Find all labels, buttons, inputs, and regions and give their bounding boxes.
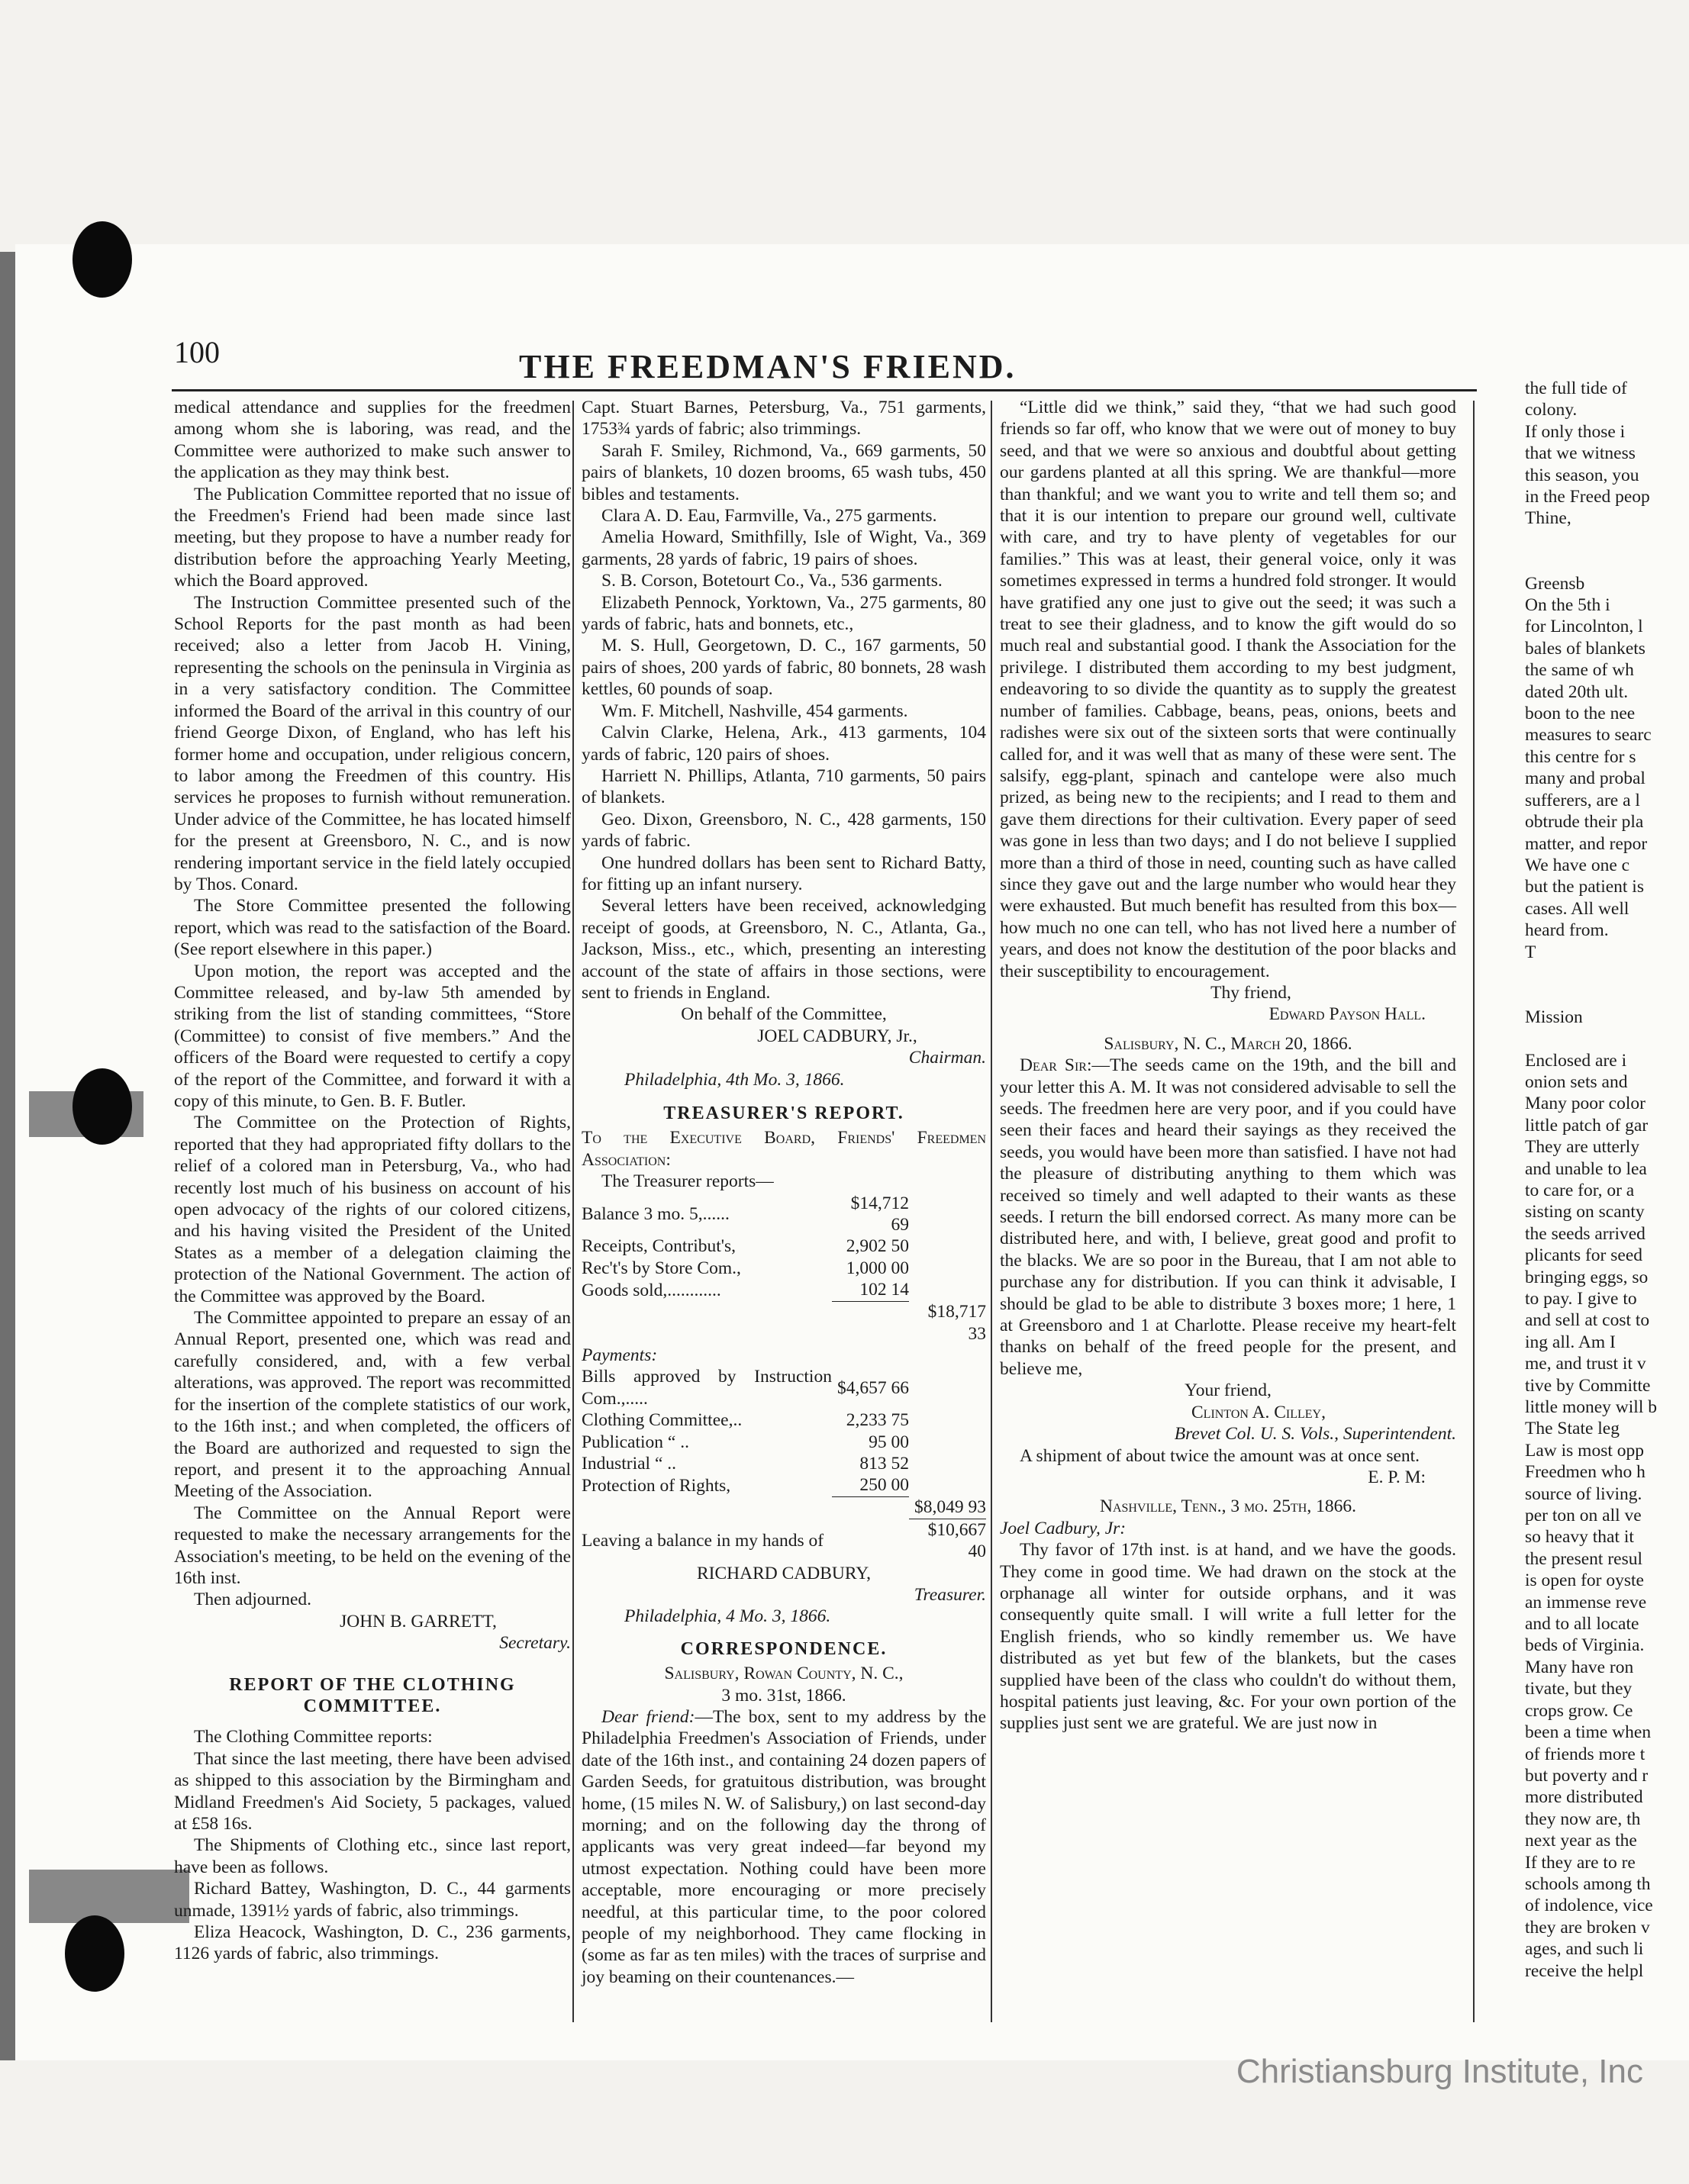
salutation: Joel Cadbury, Jr: [1000, 1518, 1127, 1538]
paragraph: “Little did we think,” said they, “that we had such good friends so far off, who know that we were out of money to buy seed, and that we were so anxious and doubtful about getting our gardens planted at all this spring. We are thankful—more than thankful; and we want you to write and tell them so; and that it is our intention to prepare our ground well, cultivate with care, and try to have plenty of vegetables for our families.” This was at least, their general voice, only it was sometimes expressed in terms a hundred fold stronger. It would have gratified any one just to give out the seed; it was such a treat to see their gladness, and to know the gift would do so much real and substantial good. I thank the Association for the privilege. I distributed them according to my best judgment, endeavoring to so divide the quantity as to supply the greatest number of families. Cabbage, beans, peas, onions, beets and radishes were six out of the sixteen sorts that were continually called for, and it was well that as many of these were sent. The salsify, egg-plant, spinach and cantelope were also much prized, as being new to the recipients; and I read to them and gave them directions for their cultivation. Every paper of seed was gone in less than two days; and I do not believe I supplied more than a third of those in need, counting such as have called since they gave out and the large number who would hear they were exhausted. But much benefit has resulted from this box—how much no one can tell, who has not lived here a number of years, and does not know the destitution of the poor blacks and their susceptibility to encouragement. [1000, 398, 1456, 981]
punch-hole-top [73, 221, 132, 298]
column-4-line: beds of Virginia. [1525, 1635, 1645, 1656]
paragraph: The Shipments of Clothing etc., since last report, have been as follows. [174, 1835, 571, 1877]
receipt-amount: 102 14 [832, 1279, 909, 1301]
column-4-line: this season, you [1525, 465, 1639, 485]
column-4-line: they are broken v [1525, 1917, 1650, 1938]
paragraph: Eliza Heacock, Washington, D. C., 236 garments, 1126 yards of fabric, also trimmings. [174, 1922, 571, 1964]
table-row [582, 1453, 986, 1474]
payment-label: Protection of Rights, [582, 1475, 731, 1496]
column-4-line: ing all. Am I [1525, 1332, 1616, 1352]
shipment-entry: Calvin Clarke, Helena, Ark., 413 garments, 104 yards of fabric, 120 pairs of shoes. [582, 723, 986, 765]
dateline: Philadelphia, 4th Mo. 3, 1866. [624, 1069, 845, 1090]
receipt-amount: $14,712 69 [850, 1193, 909, 1235]
shipment-entry: M. S. Hull, Georgetown, D. C., 167 garments, 50 pairs of shoes, 200 yards of fabric, 80 bonnets, 28 wash kettles, 60 pounds of soap. [582, 636, 986, 700]
signature-title: Chairman. [908, 1048, 986, 1068]
column-4-line: bringing eggs, so [1525, 1267, 1649, 1287]
table-row [582, 1496, 986, 1519]
column-4-line: they now are, th [1525, 1809, 1641, 1829]
letter-place: Salisbury, Rowan County, N. C., [664, 1664, 904, 1684]
column-4-line: of friends more t [1525, 1744, 1645, 1764]
column-rule-2 [991, 401, 992, 2022]
column-4-line: dated 20th ult. [1525, 681, 1629, 702]
column-4-line: of indolence, vice [1525, 1896, 1653, 1916]
table-row [582, 1235, 986, 1257]
letter-place: Nashville, Tenn., 3 mo. 25th, 1866. [1100, 1496, 1356, 1517]
letter-date: 3 mo. 31st, 1866. [721, 1685, 846, 1706]
column-4-line: bales of blankets [1525, 638, 1645, 659]
column-4-line: crops grow. Ce [1525, 1700, 1633, 1721]
paragraph: The Committee on the Annual Report were requested to make the necessary arrangements for the Association's meeting, to be held on the evening of the 16th inst. [174, 1503, 571, 1588]
column-4-line: If they are to re [1525, 1852, 1636, 1873]
shipment-entry: Clara A. D. Eau, Farmville, Va., 275 garments. [601, 506, 937, 527]
payment-amount: 2,233 75 [846, 1410, 909, 1431]
balance-amount: $10,667 40 [927, 1519, 986, 1562]
dateline: Philadelphia, 4 Mo. 3, 1866. [624, 1606, 831, 1627]
column-4-line [1525, 1028, 1689, 1049]
paragraph: Upon motion, the report was accepted and the Committee released, and by-law 5th amended by striking from the list of standing committees, “Store (Committee) to consist of five members.” And the officers of the Board were requested to certify a copy of the report of the Committee, and forward it with a copy of this minute, to Gen. B. F. Butler. [174, 961, 571, 1111]
letter-text: —The seeds came on the 19th, and the bill and your letter this A. M. It was not considered advisable to sell the seeds. The freedmen here are very poor, and if you could have seen their faces and heard their sayings as they received the seeds, you would have been more than satisfied. I have not had the pleasure of distributing anything to them which was received so timely and well adapted to their wants as these seeds. I return the bill endorsed correct. As many more can be distributed here, and with, I believe, great good and profit to the blacks. We are so poor in the Bureau, that I am not able to purchase any for distribution. If you can think it advisable, I should be glad to be able to distribute 3 boxes more; 1 here, 1 at Greensboro and 1 at Charlotte. Please receive my heart-felt thanks on behalf of the freed people for the present, and believe me, [1000, 1055, 1456, 1379]
letter-place: Salisbury, N. C., March 20, 1866. [1104, 1033, 1352, 1054]
page-number: 100 [174, 335, 220, 369]
salutation: Dear Sir: [1020, 1055, 1092, 1076]
letter-text: —The box, sent to my address by the Philadelphia Freedmen's Association of Friends, under date of the 16th inst., and containing 24 dozen papers of Garden Seeds, for gratuitous distribution, was brought home, (15 miles N. W. of Salisbury,) on last second-day morning; and on the following day the throng of applicants was very great indeed—far beyond my utmost expectation. Nothing could have been more acceptable, more encouraging or more precisely needful, at this particular time, to the poor colored people of my neighborhood. They came flocking in (some as far as ten miles) with the traces of surprise and joy beaming on their countenances.— [582, 1706, 986, 1987]
column-4-line: schools among th [1525, 1873, 1651, 1894]
paragraph: A shipment of about twice the amount was at once sent. [1020, 1445, 1420, 1466]
shipment-entry: Wm. F. Mitchell, Nashville, 454 garments. [601, 701, 908, 721]
signature-title: Brevet Col. U. S. Vols., Superintendent. [1174, 1424, 1456, 1445]
column-4-line: little patch of gar [1525, 1115, 1649, 1135]
column-rule-1 [572, 401, 574, 2022]
paragraph: The Committee appointed to prepare an essay of an Annual Report, presented one, which was read and carefully considered, and, with a few verbal alterations, was approved. The report was recommitted for the insertion of the complete statistics of our work, to the 16th inst.; and when completed, the officers of the Board are authorized and requested to sign the report, and present it to the approaching Annual Meeting of the Association. [174, 1308, 571, 1502]
letter-body [1000, 1055, 1456, 1380]
signature-title: Secretary. [499, 1633, 571, 1654]
clothing-heading: REPORT OF THE CLOTHING COMMITTEE. [229, 1674, 516, 1716]
column-4-line: Thine, [1525, 508, 1571, 529]
watermark: Christiansburg Institute, Inc [1236, 2053, 1643, 2090]
table-row [582, 1301, 986, 1345]
column-4-partial [1525, 378, 1689, 1982]
receipt-label: Goods sold,............ [582, 1280, 721, 1300]
column-4-line: to pay. I give to [1525, 1288, 1637, 1309]
paragraph: The Committee on the Protection of Rights, reported that they had appropriated fifty dollars to the relief of a colored man in Petersburg, Va., who had recently lost much of his business on account of his open advocacy of the rights of our colored citizens, and his having visited the President of the United States as a member of a delegation claiming the protection of the National Government. The action of the Committee was approved by the Board. [174, 1113, 571, 1306]
column-4-line [1525, 963, 1689, 984]
shipment-entry: Capt. Stuart Barnes, Petersburg, Va., 751 garments, 1753¾ yards of fabric; also trimmings. [582, 398, 986, 440]
column-4-line: obtrude their pla [1525, 812, 1644, 833]
column-4-line: the present resul [1525, 1548, 1643, 1569]
paragraph: The Store Committee presented the following report, which was read to the satisfaction of the Board. (See report elsewhere in this paper.) [174, 896, 571, 960]
column-1 [174, 397, 571, 1965]
receipt-amount: 1,000 00 [846, 1258, 909, 1278]
punch-hole-middle [73, 1068, 132, 1145]
column-4-line: the full tide of [1525, 378, 1627, 398]
signature-close: Thy friend, [1210, 982, 1291, 1003]
signature-name: Clinton A. Cilley, [1191, 1402, 1326, 1422]
column-4-line: We have one c [1525, 855, 1630, 875]
column-4-line: On the 5th i [1525, 595, 1610, 616]
column-4-line: onion sets and [1525, 1071, 1628, 1092]
column-4-line: heard from. [1525, 920, 1609, 941]
table-row [582, 1279, 986, 1301]
letter-body: Thy favor of 17th inst. is at hand, and we have the goods. They come in good time. We had drawn on the stock at the orphanage all winter for outside orphans, and it was consequently quite small. I will write a full letter for the English friends, who so kindly remember us. We have distributed as yet but few of the blankets, but the cases supplied have been of the class who couldn't do without them, hospital patients just leaving, &c. For your own portion of the supplies just sent we are grateful. We are just now in [1000, 1540, 1456, 1734]
column-4-line: to care for, or a [1525, 1180, 1635, 1200]
payment-label: Bills approved by Instruction Com.,..... [582, 1367, 832, 1409]
column-4-line: and sell at cost to [1525, 1310, 1650, 1331]
column-4-line: but the patient is [1525, 877, 1644, 897]
payment-label: Clothing Committee,.. [582, 1410, 743, 1431]
column-4-line: T [1525, 942, 1536, 962]
column-4-line: If only those i [1525, 421, 1626, 442]
table-row [582, 1519, 986, 1562]
receipt-label: Receipts, Contribut's, [582, 1236, 737, 1257]
signature-name: JOEL CADBURY, Jr., [757, 1026, 917, 1046]
payment-amount: 95 00 [869, 1432, 909, 1452]
paragraph: Several letters have been received, acknowledging receipt of goods, at Greensboro, N. C., Atlanta, Ga., Jackson, Miss., etc., which, presenting an interesting account of the state of affairs in those sections, were sent to friends in England. [582, 896, 986, 1003]
column-4-line: an immense reve [1525, 1592, 1647, 1612]
column-4-line: cases. All well [1525, 898, 1629, 919]
payments-label: Payments: [582, 1345, 658, 1365]
shipment-entry: Geo. Dixon, Greensboro, N. C., 428 garments, 150 yards of fabric. [582, 809, 986, 852]
column-4-line: colony. [1525, 400, 1578, 420]
column-4-line: the seeds arrived [1525, 1223, 1645, 1244]
column-4-line: so heavy that it [1525, 1527, 1634, 1548]
letter-body [582, 1706, 986, 1988]
column-4-line: Mission [1525, 1007, 1583, 1027]
payment-amount: $4,657 66 [836, 1377, 909, 1398]
paragraph: On behalf of the Committee, [681, 1004, 887, 1025]
payment-amount: 813 52 [859, 1454, 909, 1474]
column-4-line: The State leg [1525, 1419, 1620, 1439]
column-4-line: per ton on all ve [1525, 1506, 1642, 1526]
column-4-line: for Lincolnton, l [1525, 617, 1643, 637]
column-4-line: They are utterly [1525, 1137, 1640, 1158]
table-row [582, 1193, 986, 1236]
column-4-line [1525, 530, 1689, 551]
table-row [582, 1345, 986, 1366]
paragraph: Then adjourned. [194, 1590, 312, 1610]
column-4-line: more distributed [1525, 1787, 1643, 1808]
paragraph: The Clothing Committee reports: [194, 1727, 433, 1748]
column-4-line: ages, and such li [1525, 1939, 1644, 1960]
paragraph: That since the last meeting, there have been advised as shipped to this association by the Birmingham and Midland Freedmen's Aid Society, 5 packages, valued at £58 16s. [174, 1748, 571, 1834]
signature-name: JOHN B. GARRETT, [340, 1611, 497, 1632]
shipment-entry: Amelia Howard, Smithfilly, Isle of Wight, Va., 369 garments, 28 yards of fabric, 19 pairs of shoes. [582, 527, 986, 569]
column-4-line: tivate, but they [1525, 1679, 1633, 1699]
column-4-line: Enclosed are i [1525, 1050, 1627, 1071]
shipment-entry: Elizabeth Pennock, Yorktown, Va., 275 garments, 80 yards of fabric, hats and bonnets, etc., [582, 592, 986, 635]
torn-edge-lower [29, 1870, 189, 1923]
column-4-line: been a time when [1525, 1722, 1652, 1743]
paragraph: One hundred dollars has been sent to Richard Batty, for fitting up an infant nursery. [582, 852, 986, 894]
column-4-line [1525, 551, 1689, 572]
signature-close: Your friend, [1185, 1380, 1272, 1401]
column-4-line: Greensb [1525, 573, 1585, 594]
signature-name: RICHARD CADBURY, [696, 1563, 872, 1583]
paragraph: The Publication Committee reported that no issue of the Freedmen's Friend had been made since last meeting, but they propose to have a number ready for distribution before the approaching Yearly Meeting, which the Board approved. [174, 484, 571, 591]
masthead-title: THE FREEDMAN'S FRIEND. [519, 348, 1017, 385]
column-4-line: plicants for seed [1525, 1245, 1643, 1266]
payment-label: Publication “ .. [582, 1432, 689, 1452]
receipts-total: $18,717 33 [927, 1302, 986, 1344]
payment-label: Industrial “ .. [582, 1454, 676, 1474]
column-4-line: in the Freed peop [1525, 487, 1650, 507]
shipment-entry: S. B. Corson, Botetourt Co., Va., 536 garments. [601, 571, 943, 591]
column-4-line: Many have ron [1525, 1657, 1634, 1677]
column-4-line: but poverty and r [1525, 1765, 1649, 1786]
shipment-entry: Sarah F. Smiley, Richmond, Va., 669 garments, 50 pairs of blankets, 10 dozen brooms, 65 wash tubs, 450 bibles and testaments. [582, 440, 986, 504]
treasurer-address: To the Executive Board, Friends' Freedmen Association: [582, 1128, 986, 1170]
column-4-line: many and probal [1525, 768, 1645, 789]
treasurer-intro: The Treasurer reports— [601, 1171, 774, 1192]
salutation: Dear friend: [601, 1706, 695, 1727]
column-4-line: source of living. [1525, 1483, 1642, 1504]
table-row [582, 1258, 986, 1279]
column-4-line: this centre for s [1525, 746, 1636, 767]
column-rule-3 [1473, 401, 1475, 2022]
column-4-line: next year as the [1525, 1831, 1637, 1851]
column-4-line: Law is most opp [1525, 1440, 1645, 1461]
table-row [582, 1432, 986, 1453]
payment-amount: 250 00 [832, 1474, 909, 1496]
initials: E. P. M: [1368, 1467, 1426, 1487]
column-4-line: is open for oyste [1525, 1570, 1644, 1591]
receipt-label: Balance 3 mo. 5,...... [582, 1203, 730, 1224]
receipt-label: Rec't's by Store Com., [582, 1258, 741, 1278]
treasurer-heading: TREASURER'S REPORT. [663, 1103, 904, 1123]
column-4-line: and unable to lea [1525, 1158, 1647, 1179]
column-4-line: and to all locate [1525, 1614, 1639, 1635]
column-4-line: sisting on scanty [1525, 1202, 1645, 1222]
balance-label: Leaving a balance in my hands of [582, 1530, 824, 1551]
column-4-line: sufferers, are a l [1525, 790, 1640, 810]
column-4-line: that we witness [1525, 443, 1636, 464]
column-4-line: little money will b [1525, 1397, 1657, 1418]
column-4-line: measures to searc [1525, 725, 1652, 746]
header-rule [172, 389, 1477, 391]
table-row [582, 1474, 986, 1496]
column-2 [582, 397, 986, 1988]
signature-name: Edward Payson Hall. [1268, 1004, 1426, 1025]
column-4-line: tive by Committe [1525, 1375, 1651, 1396]
column-4-line: me, and trust it v [1525, 1354, 1646, 1374]
correspondence-heading: CORRESPONDENCE. [680, 1638, 888, 1659]
column-4-line: receive the helpl [1525, 1960, 1644, 1981]
paragraph: medical attendance and supplies for the freedmen among whom she is laboring, was read, and the Committee were authorized to make such answer to the application as they may think best. [174, 398, 571, 483]
paragraph: Richard Battey, Washington, D. C., 44 garments unmade, 1391½ yards of fabric, also trimmings. [174, 1879, 571, 1921]
paragraph: The Instruction Committee presented such of the School Reports for the past month as had been received; also a letter from Jacob H. Vining, representing the schools on the peninsula in Virginia as in a very satisfactory condition. The Committee informed the Board of the arrival in this country of our friend George Dixon, of England, who has left his former home and occupation, under religious concern, to labor among the Freedmen of this country. His services he proposes to furnish without remuneration. Under advice of the Committee, he has located himself for the present at Greensboro, N. C., and is now rendering important service in the field lately occupied by Thos. Conard. [174, 592, 571, 894]
column-4-line: matter, and repor [1525, 833, 1648, 854]
column-4-line: the same of wh [1525, 660, 1634, 681]
table-row [582, 1366, 986, 1409]
column-4-line: boon to the nee [1525, 704, 1636, 724]
payments-total: $8,049 93 [909, 1496, 986, 1519]
column-4-line: Many poor color [1525, 1094, 1645, 1114]
signature-title: Treasurer. [914, 1584, 986, 1605]
punch-hole-bottom [65, 1915, 124, 1992]
shipment-entry: Harriett N. Phillips, Atlanta, 710 garments, 50 pairs of blankets. [582, 765, 986, 808]
table-row [582, 1409, 986, 1431]
column-4-line [1525, 984, 1689, 1006]
receipts-table [582, 1193, 986, 1563]
column-3 [1000, 397, 1456, 1735]
receipt-amount: 2,902 50 [846, 1236, 909, 1257]
column-4-line: Freedmen who h [1525, 1462, 1645, 1483]
